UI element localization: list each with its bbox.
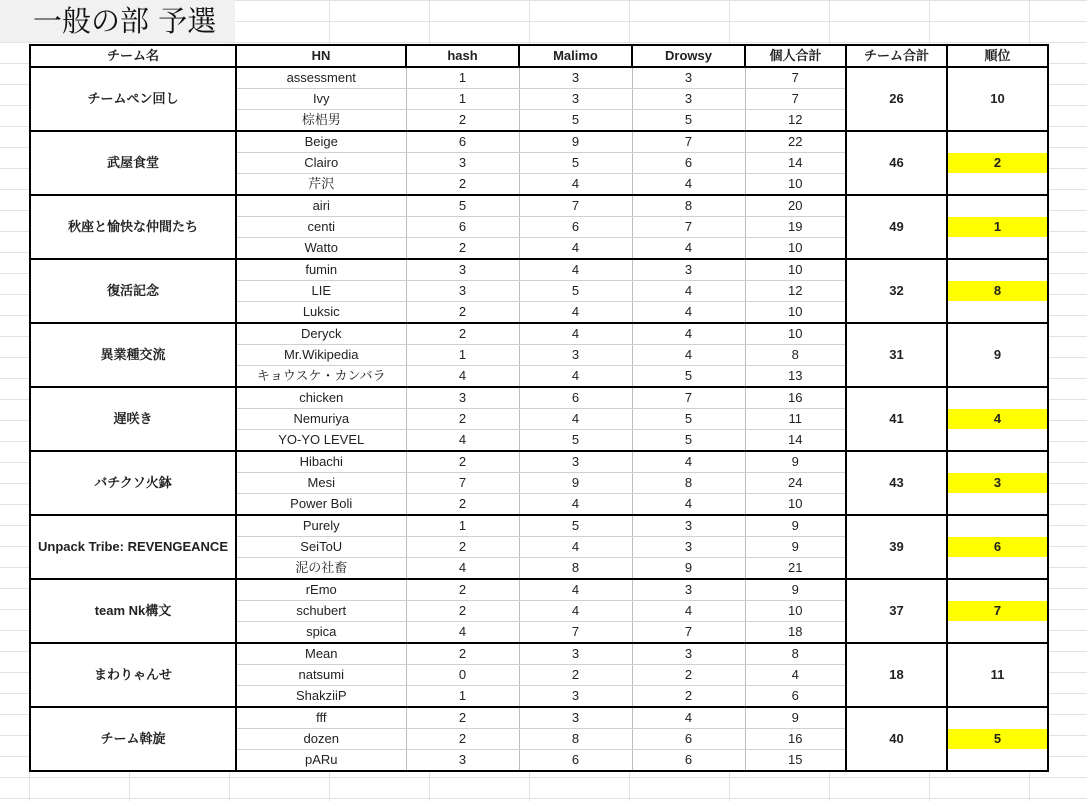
hash-score-cell[interactable]: 2 <box>406 537 519 558</box>
team-name-cell[interactable]: 秋座と愉快な仲間たち <box>30 195 236 259</box>
hash-score-cell[interactable]: 6 <box>406 217 519 238</box>
results-table <box>29 44 1049 772</box>
rank-cell[interactable] <box>947 67 1048 131</box>
hn-cell[interactable]: Mesi <box>236 473 406 494</box>
malimo-score-cell[interactable]: 9 <box>519 473 632 494</box>
rank-value: 9 <box>993 347 1002 362</box>
hash-score-cell[interactable]: 2 <box>406 451 519 473</box>
rank-cell[interactable] <box>947 515 1048 579</box>
hn-cell[interactable]: chicken <box>236 387 406 409</box>
team-name-cell[interactable]: Unpack Tribe: REVENGEANCE <box>30 515 236 579</box>
malimo-score-cell[interactable]: 4 <box>519 537 632 558</box>
malimo-score-cell[interactable]: 3 <box>519 707 632 729</box>
hn-cell[interactable]: SeiToU <box>236 537 406 558</box>
drowsy-score-cell[interactable]: 6 <box>632 153 745 174</box>
team-total-cell[interactable]: 43 <box>846 451 947 515</box>
hash-score-cell[interactable]: 1 <box>406 67 519 89</box>
drowsy-score-cell[interactable]: 3 <box>632 643 745 665</box>
drowsy-score-cell[interactable]: 4 <box>632 238 745 260</box>
drowsy-score-cell[interactable]: 5 <box>632 430 745 452</box>
drowsy-score-cell[interactable]: 3 <box>632 67 745 89</box>
team-name-cell[interactable]: 異業種交流 <box>30 323 236 387</box>
individual-total-cell[interactable]: 9 <box>745 579 846 601</box>
hn-cell[interactable]: Ivy <box>236 89 406 110</box>
individual-total-cell[interactable]: 6 <box>745 686 846 708</box>
hn-cell[interactable]: fff <box>236 707 406 729</box>
team-total-cell[interactable]: 39 <box>846 515 947 579</box>
header-individual-total[interactable]: 個人合計 <box>745 45 846 67</box>
individual-total-cell[interactable]: 4 <box>745 665 846 686</box>
individual-total-cell[interactable]: 9 <box>745 451 846 473</box>
table-row <box>30 451 1048 473</box>
hash-score-cell[interactable]: 4 <box>406 430 519 452</box>
drowsy-score-cell[interactable]: 6 <box>632 750 745 772</box>
hash-score-cell[interactable]: 4 <box>406 558 519 580</box>
hn-cell[interactable]: centi <box>236 217 406 238</box>
hn-cell[interactable]: rEmo <box>236 579 406 601</box>
table-row <box>30 259 1048 281</box>
drowsy-score-cell[interactable]: 7 <box>632 622 745 644</box>
drowsy-score-cell[interactable]: 4 <box>632 323 745 345</box>
hash-score-cell[interactable]: 4 <box>406 366 519 388</box>
hn-cell[interactable]: schubert <box>236 601 406 622</box>
rank-value: 11 <box>990 667 1005 682</box>
rank-cell[interactable] <box>947 707 1048 771</box>
drowsy-score-cell[interactable]: 4 <box>632 451 745 473</box>
drowsy-score-cell[interactable]: 3 <box>632 579 745 601</box>
malimo-score-cell[interactable]: 6 <box>519 217 632 238</box>
rank-cell[interactable] <box>947 643 1048 707</box>
table-body <box>30 67 1048 771</box>
hash-score-cell[interactable]: 2 <box>406 409 519 430</box>
rank-cell[interactable] <box>947 323 1048 387</box>
individual-total-cell[interactable]: 7 <box>745 67 846 89</box>
hash-score-cell[interactable]: 0 <box>406 665 519 686</box>
rank-value: 3 <box>948 473 1047 493</box>
table-row <box>30 131 1048 153</box>
malimo-score-cell[interactable]: 4 <box>519 238 632 260</box>
rank-value: 5 <box>948 729 1047 749</box>
malimo-score-cell[interactable]: 9 <box>519 131 632 153</box>
rank-cell[interactable] <box>947 131 1048 195</box>
hn-cell[interactable]: Clairo <box>236 153 406 174</box>
drowsy-score-cell[interactable]: 4 <box>632 707 745 729</box>
rank-value: 7 <box>948 601 1047 621</box>
hash-score-cell[interactable]: 3 <box>406 387 519 409</box>
team-name-cell[interactable]: team Nk構文 <box>30 579 236 643</box>
drowsy-score-cell[interactable]: 5 <box>632 409 745 430</box>
header-team-total[interactable]: チーム合計 <box>846 45 947 67</box>
drowsy-score-cell[interactable]: 4 <box>632 281 745 302</box>
hn-cell[interactable]: キョウスケ・カンバラ <box>236 366 406 388</box>
drowsy-score-cell[interactable]: 8 <box>632 473 745 494</box>
individual-total-cell[interactable]: 9 <box>745 707 846 729</box>
rank-value: 1 <box>948 217 1047 237</box>
hn-cell[interactable]: Deryck <box>236 323 406 345</box>
malimo-score-cell[interactable]: 3 <box>519 67 632 89</box>
rank-value: 8 <box>948 281 1047 301</box>
individual-total-cell[interactable]: 14 <box>745 153 846 174</box>
individual-total-cell[interactable]: 10 <box>745 323 846 345</box>
malimo-score-cell[interactable]: 6 <box>519 387 632 409</box>
rank-cell[interactable] <box>947 259 1048 323</box>
malimo-score-cell[interactable]: 3 <box>519 643 632 665</box>
malimo-score-cell[interactable]: 5 <box>519 515 632 537</box>
hn-cell[interactable]: fumin <box>236 259 406 281</box>
hash-score-cell[interactable]: 2 <box>406 707 519 729</box>
hn-cell[interactable]: dozen <box>236 729 406 750</box>
malimo-score-cell[interactable]: 5 <box>519 281 632 302</box>
individual-total-cell[interactable]: 22 <box>745 131 846 153</box>
table-row <box>30 643 1048 665</box>
individual-total-cell[interactable]: 7 <box>745 89 846 110</box>
hash-score-cell[interactable]: 6 <box>406 131 519 153</box>
hash-score-cell[interactable]: 1 <box>406 515 519 537</box>
hn-cell[interactable]: YO-YO LEVEL <box>236 430 406 452</box>
hn-cell[interactable]: 棕梠男 <box>236 110 406 132</box>
team-total-cell[interactable]: 49 <box>846 195 947 259</box>
team-total-cell[interactable]: 41 <box>846 387 947 451</box>
rank-value: 4 <box>948 409 1047 429</box>
header-drowsy[interactable]: Drowsy <box>632 45 745 67</box>
rank-value: 10 <box>990 91 1005 106</box>
individual-total-cell[interactable]: 12 <box>745 110 846 132</box>
header-team-name[interactable]: チーム名 <box>30 45 236 67</box>
individual-total-cell[interactable]: 20 <box>745 195 846 217</box>
individual-total-cell[interactable]: 9 <box>745 515 846 537</box>
hn-cell[interactable]: airi <box>236 195 406 217</box>
hn-cell[interactable]: Hibachi <box>236 451 406 473</box>
team-total-cell[interactable]: 46 <box>846 131 947 195</box>
individual-total-cell[interactable]: 15 <box>745 750 846 772</box>
drowsy-score-cell[interactable]: 3 <box>632 259 745 281</box>
drowsy-score-cell[interactable]: 4 <box>632 302 745 324</box>
individual-total-cell[interactable]: 10 <box>745 601 846 622</box>
hash-score-cell[interactable]: 2 <box>406 238 519 260</box>
malimo-score-cell[interactable]: 3 <box>519 451 632 473</box>
hash-score-cell[interactable]: 1 <box>406 89 519 110</box>
individual-total-cell[interactable]: 10 <box>745 494 846 516</box>
team-total-cell[interactable]: 32 <box>846 259 947 323</box>
table-row <box>30 515 1048 537</box>
hash-score-cell[interactable]: 2 <box>406 643 519 665</box>
drowsy-score-cell[interactable]: 2 <box>632 665 745 686</box>
malimo-score-cell[interactable]: 4 <box>519 366 632 388</box>
malimo-score-cell[interactable]: 4 <box>519 302 632 324</box>
header-row <box>30 45 1048 67</box>
individual-total-cell[interactable]: 11 <box>745 409 846 430</box>
rank-value: 6 <box>948 537 1047 557</box>
drowsy-score-cell[interactable]: 6 <box>632 729 745 750</box>
malimo-score-cell[interactable]: 4 <box>519 259 632 281</box>
hn-cell[interactable]: Luksic <box>236 302 406 324</box>
team-total-cell[interactable]: 18 <box>846 643 947 707</box>
hn-cell[interactable]: Power Boli <box>236 494 406 516</box>
team-name-cell[interactable]: まわりゃんせ <box>30 643 236 707</box>
malimo-score-cell[interactable]: 3 <box>519 345 632 366</box>
malimo-score-cell[interactable]: 5 <box>519 110 632 132</box>
individual-total-cell[interactable]: 10 <box>745 174 846 196</box>
malimo-score-cell[interactable]: 2 <box>519 665 632 686</box>
drowsy-score-cell[interactable]: 9 <box>632 558 745 580</box>
table-row <box>30 579 1048 601</box>
drowsy-score-cell[interactable]: 5 <box>632 366 745 388</box>
individual-total-cell[interactable]: 12 <box>745 281 846 302</box>
team-name-cell[interactable]: バチクソ火鉢 <box>30 451 236 515</box>
malimo-score-cell[interactable]: 3 <box>519 686 632 708</box>
hash-score-cell[interactable]: 2 <box>406 729 519 750</box>
hash-score-cell[interactable]: 2 <box>406 579 519 601</box>
rank-cell[interactable] <box>947 195 1048 259</box>
hash-score-cell[interactable]: 1 <box>406 345 519 366</box>
individual-total-cell[interactable]: 10 <box>745 259 846 281</box>
malimo-score-cell[interactable]: 4 <box>519 601 632 622</box>
table-row <box>30 67 1048 89</box>
individual-total-cell[interactable]: 16 <box>745 387 846 409</box>
hn-cell[interactable]: ShakziiP <box>236 686 406 708</box>
individual-total-cell[interactable]: 21 <box>745 558 846 580</box>
drowsy-score-cell[interactable]: 8 <box>632 195 745 217</box>
malimo-score-cell[interactable]: 4 <box>519 409 632 430</box>
hash-score-cell[interactable]: 2 <box>406 302 519 324</box>
header-rank[interactable]: 順位 <box>947 45 1048 67</box>
malimo-score-cell[interactable]: 6 <box>519 750 632 772</box>
team-total-cell[interactable]: 26 <box>846 67 947 131</box>
hn-cell[interactable]: Watto <box>236 238 406 260</box>
table-row <box>30 195 1048 217</box>
table-row <box>30 707 1048 729</box>
malimo-score-cell[interactable]: 4 <box>519 494 632 516</box>
header-malimo[interactable]: Malimo <box>519 45 632 67</box>
malimo-score-cell[interactable]: 3 <box>519 89 632 110</box>
hash-score-cell[interactable]: 3 <box>406 750 519 772</box>
drowsy-score-cell[interactable]: 4 <box>632 174 745 196</box>
hn-cell[interactable]: Mean <box>236 643 406 665</box>
malimo-score-cell[interactable]: 4 <box>519 579 632 601</box>
drowsy-score-cell[interactable]: 3 <box>632 537 745 558</box>
team-name-cell[interactable]: チーム斡旋 <box>30 707 236 771</box>
drowsy-score-cell[interactable]: 4 <box>632 601 745 622</box>
individual-total-cell[interactable]: 14 <box>745 430 846 452</box>
individual-total-cell[interactable]: 9 <box>745 537 846 558</box>
hn-cell[interactable]: Nemuriya <box>236 409 406 430</box>
drowsy-score-cell[interactable]: 2 <box>632 686 745 708</box>
hn-cell[interactable]: natsumi <box>236 665 406 686</box>
hn-cell[interactable]: Purely <box>236 515 406 537</box>
hash-score-cell[interactable]: 7 <box>406 473 519 494</box>
individual-total-cell[interactable]: 8 <box>745 345 846 366</box>
hash-score-cell[interactable]: 4 <box>406 622 519 644</box>
team-total-cell[interactable]: 40 <box>846 707 947 771</box>
hn-cell[interactable]: spica <box>236 622 406 644</box>
hn-cell[interactable]: 芹沢 <box>236 174 406 196</box>
header-hn[interactable]: HN <box>236 45 406 67</box>
drowsy-score-cell[interactable]: 4 <box>632 345 745 366</box>
individual-total-cell[interactable]: 16 <box>745 729 846 750</box>
individual-total-cell[interactable]: 13 <box>745 366 846 388</box>
hn-cell[interactable]: pARu <box>236 750 406 772</box>
table-row <box>30 387 1048 409</box>
team-name-cell[interactable]: 遅咲き <box>30 387 236 451</box>
hn-cell[interactable]: 泥の社畜 <box>236 558 406 580</box>
team-total-cell[interactable]: 37 <box>846 579 947 643</box>
malimo-score-cell[interactable]: 5 <box>519 430 632 452</box>
header-hash[interactable]: hash <box>406 45 519 67</box>
malimo-score-cell[interactable]: 7 <box>519 622 632 644</box>
hn-cell[interactable]: assessment <box>236 67 406 89</box>
individual-total-cell[interactable]: 24 <box>745 473 846 494</box>
drowsy-score-cell[interactable]: 4 <box>632 494 745 516</box>
drowsy-score-cell[interactable]: 5 <box>632 110 745 132</box>
individual-total-cell[interactable]: 19 <box>745 217 846 238</box>
hash-score-cell[interactable]: 2 <box>406 174 519 196</box>
hash-score-cell[interactable]: 2 <box>406 494 519 516</box>
malimo-score-cell[interactable]: 8 <box>519 729 632 750</box>
rank-cell[interactable] <box>947 387 1048 451</box>
drowsy-score-cell[interactable]: 7 <box>632 217 745 238</box>
table-row <box>30 323 1048 345</box>
hash-score-cell[interactable]: 3 <box>406 281 519 302</box>
sheet-title[interactable]: 一般の部 予選 <box>33 4 217 38</box>
individual-total-cell[interactable]: 18 <box>745 622 846 644</box>
hash-score-cell[interactable]: 5 <box>406 195 519 217</box>
individual-total-cell[interactable]: 10 <box>745 238 846 260</box>
team-name-cell[interactable]: チームペン回し <box>30 67 236 131</box>
individual-total-cell[interactable]: 10 <box>745 302 846 324</box>
hash-score-cell[interactable]: 3 <box>406 153 519 174</box>
drowsy-score-cell[interactable]: 7 <box>632 131 745 153</box>
drowsy-score-cell[interactable]: 7 <box>632 387 745 409</box>
team-name-cell[interactable]: 武屋食堂 <box>30 131 236 195</box>
hash-score-cell[interactable]: 2 <box>406 110 519 132</box>
rank-cell[interactable] <box>947 451 1048 515</box>
team-name-cell[interactable]: 復活記念 <box>30 259 236 323</box>
drowsy-score-cell[interactable]: 3 <box>632 515 745 537</box>
malimo-score-cell[interactable]: 5 <box>519 153 632 174</box>
malimo-score-cell[interactable]: 4 <box>519 174 632 196</box>
malimo-score-cell[interactable]: 4 <box>519 323 632 345</box>
hash-score-cell[interactable]: 1 <box>406 686 519 708</box>
rank-cell[interactable] <box>947 579 1048 643</box>
individual-total-cell[interactable]: 8 <box>745 643 846 665</box>
malimo-score-cell[interactable]: 7 <box>519 195 632 217</box>
hn-cell[interactable]: Beige <box>236 131 406 153</box>
hash-score-cell[interactable]: 2 <box>406 323 519 345</box>
rank-value: 2 <box>948 153 1047 173</box>
hash-score-cell[interactable]: 2 <box>406 601 519 622</box>
malimo-score-cell[interactable]: 8 <box>519 558 632 580</box>
drowsy-score-cell[interactable]: 3 <box>632 89 745 110</box>
hash-score-cell[interactable]: 3 <box>406 259 519 281</box>
hn-cell[interactable]: Mr.Wikipedia <box>236 345 406 366</box>
hn-cell[interactable]: LIE <box>236 281 406 302</box>
team-total-cell[interactable]: 31 <box>846 323 947 387</box>
